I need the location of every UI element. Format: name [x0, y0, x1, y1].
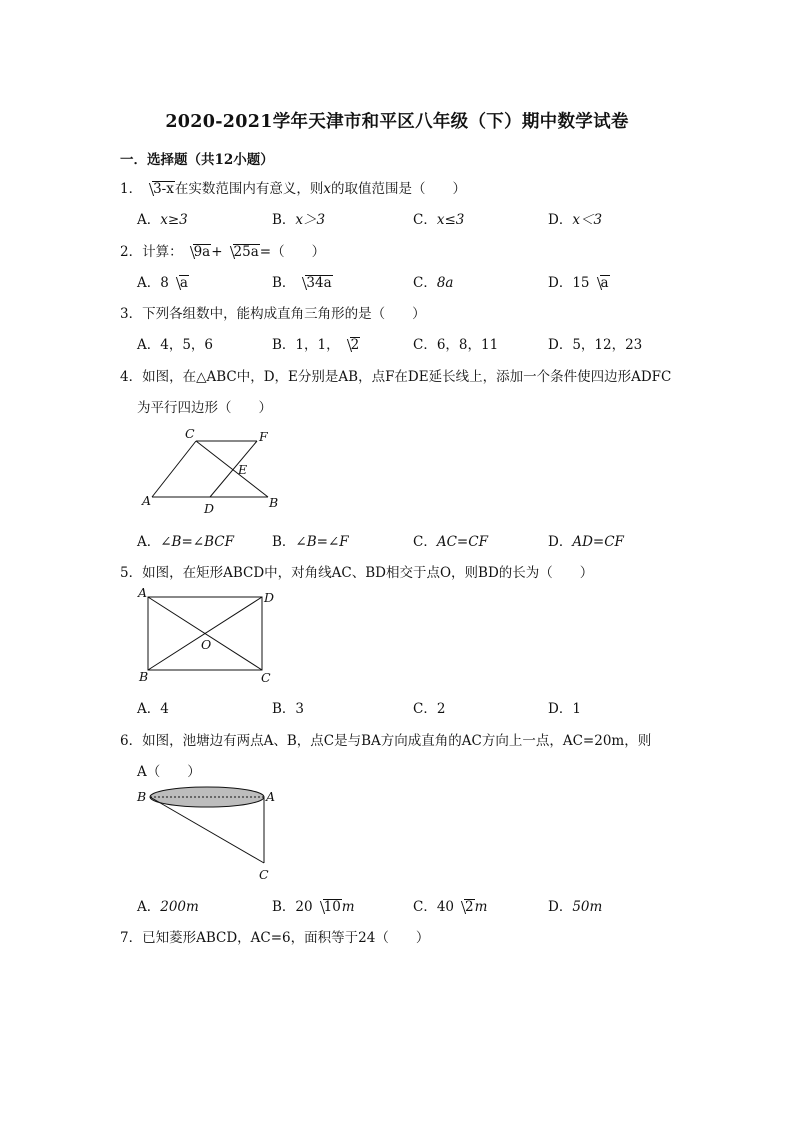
sqrt-radical: 9a	[184, 244, 212, 260]
label-C: C	[185, 426, 195, 441]
question-3: 3．下列各组数中，能构成直角三角形的是（ ）	[120, 306, 426, 322]
q2-option-d: D．15 a	[548, 275, 609, 291]
q4-option-a: A．∠B=∠BCF	[137, 534, 234, 550]
label-C: C	[259, 867, 269, 882]
label-D: D	[204, 501, 215, 516]
label-A: A	[142, 493, 152, 508]
q4-triangle-figure	[140, 425, 300, 520]
label-A: A	[138, 585, 148, 600]
q5-rectangle-figure	[135, 585, 285, 685]
q6-option-c: C．40 2m	[413, 899, 488, 915]
label-E: E	[238, 462, 248, 477]
label-D: D	[264, 590, 275, 605]
q3-option-b: B．1，1， 2	[272, 337, 360, 353]
q2-option-a: A．8 a	[137, 275, 188, 291]
label-C: C	[261, 670, 271, 685]
question-4-line2: 为平行四边形（ ）	[137, 400, 272, 416]
question-6-line1: 6．如图，池塘边有两点A、B，点C是与BA方向成直角的AC方向上一点，AC=20m，则	[120, 733, 652, 749]
q1-option-b: B．x＞3	[272, 212, 326, 228]
label-B: B	[139, 669, 149, 684]
label-A: A	[266, 789, 276, 804]
q3-option-c: C．6，8，11	[413, 337, 499, 353]
q1-option-a: A．x≥3	[137, 212, 188, 228]
label-F: F	[259, 429, 268, 444]
seg-CB	[196, 441, 268, 497]
label-O: O	[201, 637, 212, 652]
page-title: 2020-2021学年天津市和平区八年级（下）期中数学试卷	[165, 112, 629, 132]
q2-option-c: C．8a	[413, 275, 454, 291]
q6-pond-figure	[135, 783, 285, 883]
q5-option-b: B．3	[272, 701, 305, 717]
q4-option-b: B．∠B=∠F	[272, 534, 349, 550]
question-6-line2: A（ ）	[137, 764, 201, 780]
seg-DF	[210, 441, 257, 497]
label-B: B	[137, 789, 147, 804]
question-7: 7．已知菱形ABCD，AC=6，面积等于24（ ）	[120, 930, 430, 946]
q5-option-d: D．1	[548, 701, 581, 717]
q1-option-c: C．x≤3	[413, 212, 465, 228]
q3-option-d: D．5，12，23	[548, 337, 643, 353]
label-B: B	[269, 495, 279, 510]
q2-option-b: B． 34a	[272, 275, 332, 291]
q4-option-c: C．AC=CF	[413, 534, 488, 550]
question-4-line1: 4．如图，在△ABC中，D，E分别是AB，点F在DE延长线上，添加一个条件使四边形ADFC	[120, 369, 672, 385]
sqrt-radical: 3-x	[143, 181, 175, 197]
question-2: 2．计算： 9a+ 25a=（ ）	[120, 244, 326, 260]
q5-option-c: C．2	[413, 701, 446, 717]
q1-option-d: D．x＜3	[548, 212, 603, 228]
q6-option-d: D．50m	[548, 899, 603, 915]
q6-option-b: B．20 10m	[272, 899, 355, 915]
q6-option-a: A．200m	[137, 899, 199, 915]
seg-AC	[152, 441, 196, 497]
section-heading: 一．选择题（共12小题）	[120, 152, 274, 168]
q5-option-a: A．4	[137, 701, 169, 717]
question-5: 5．如图，在矩形ABCD中，对角线AC、BD相交于点O，则BD的长为（ ）	[120, 565, 594, 581]
q3-option-a: A．4，5，6	[137, 337, 214, 353]
question-1: 1． 3-x在实数范围内有意义，则x的取值范围是（ ）	[120, 181, 466, 197]
sqrt-radical: 25a	[224, 244, 260, 260]
q4-option-d: D．AD=CF	[548, 534, 624, 550]
